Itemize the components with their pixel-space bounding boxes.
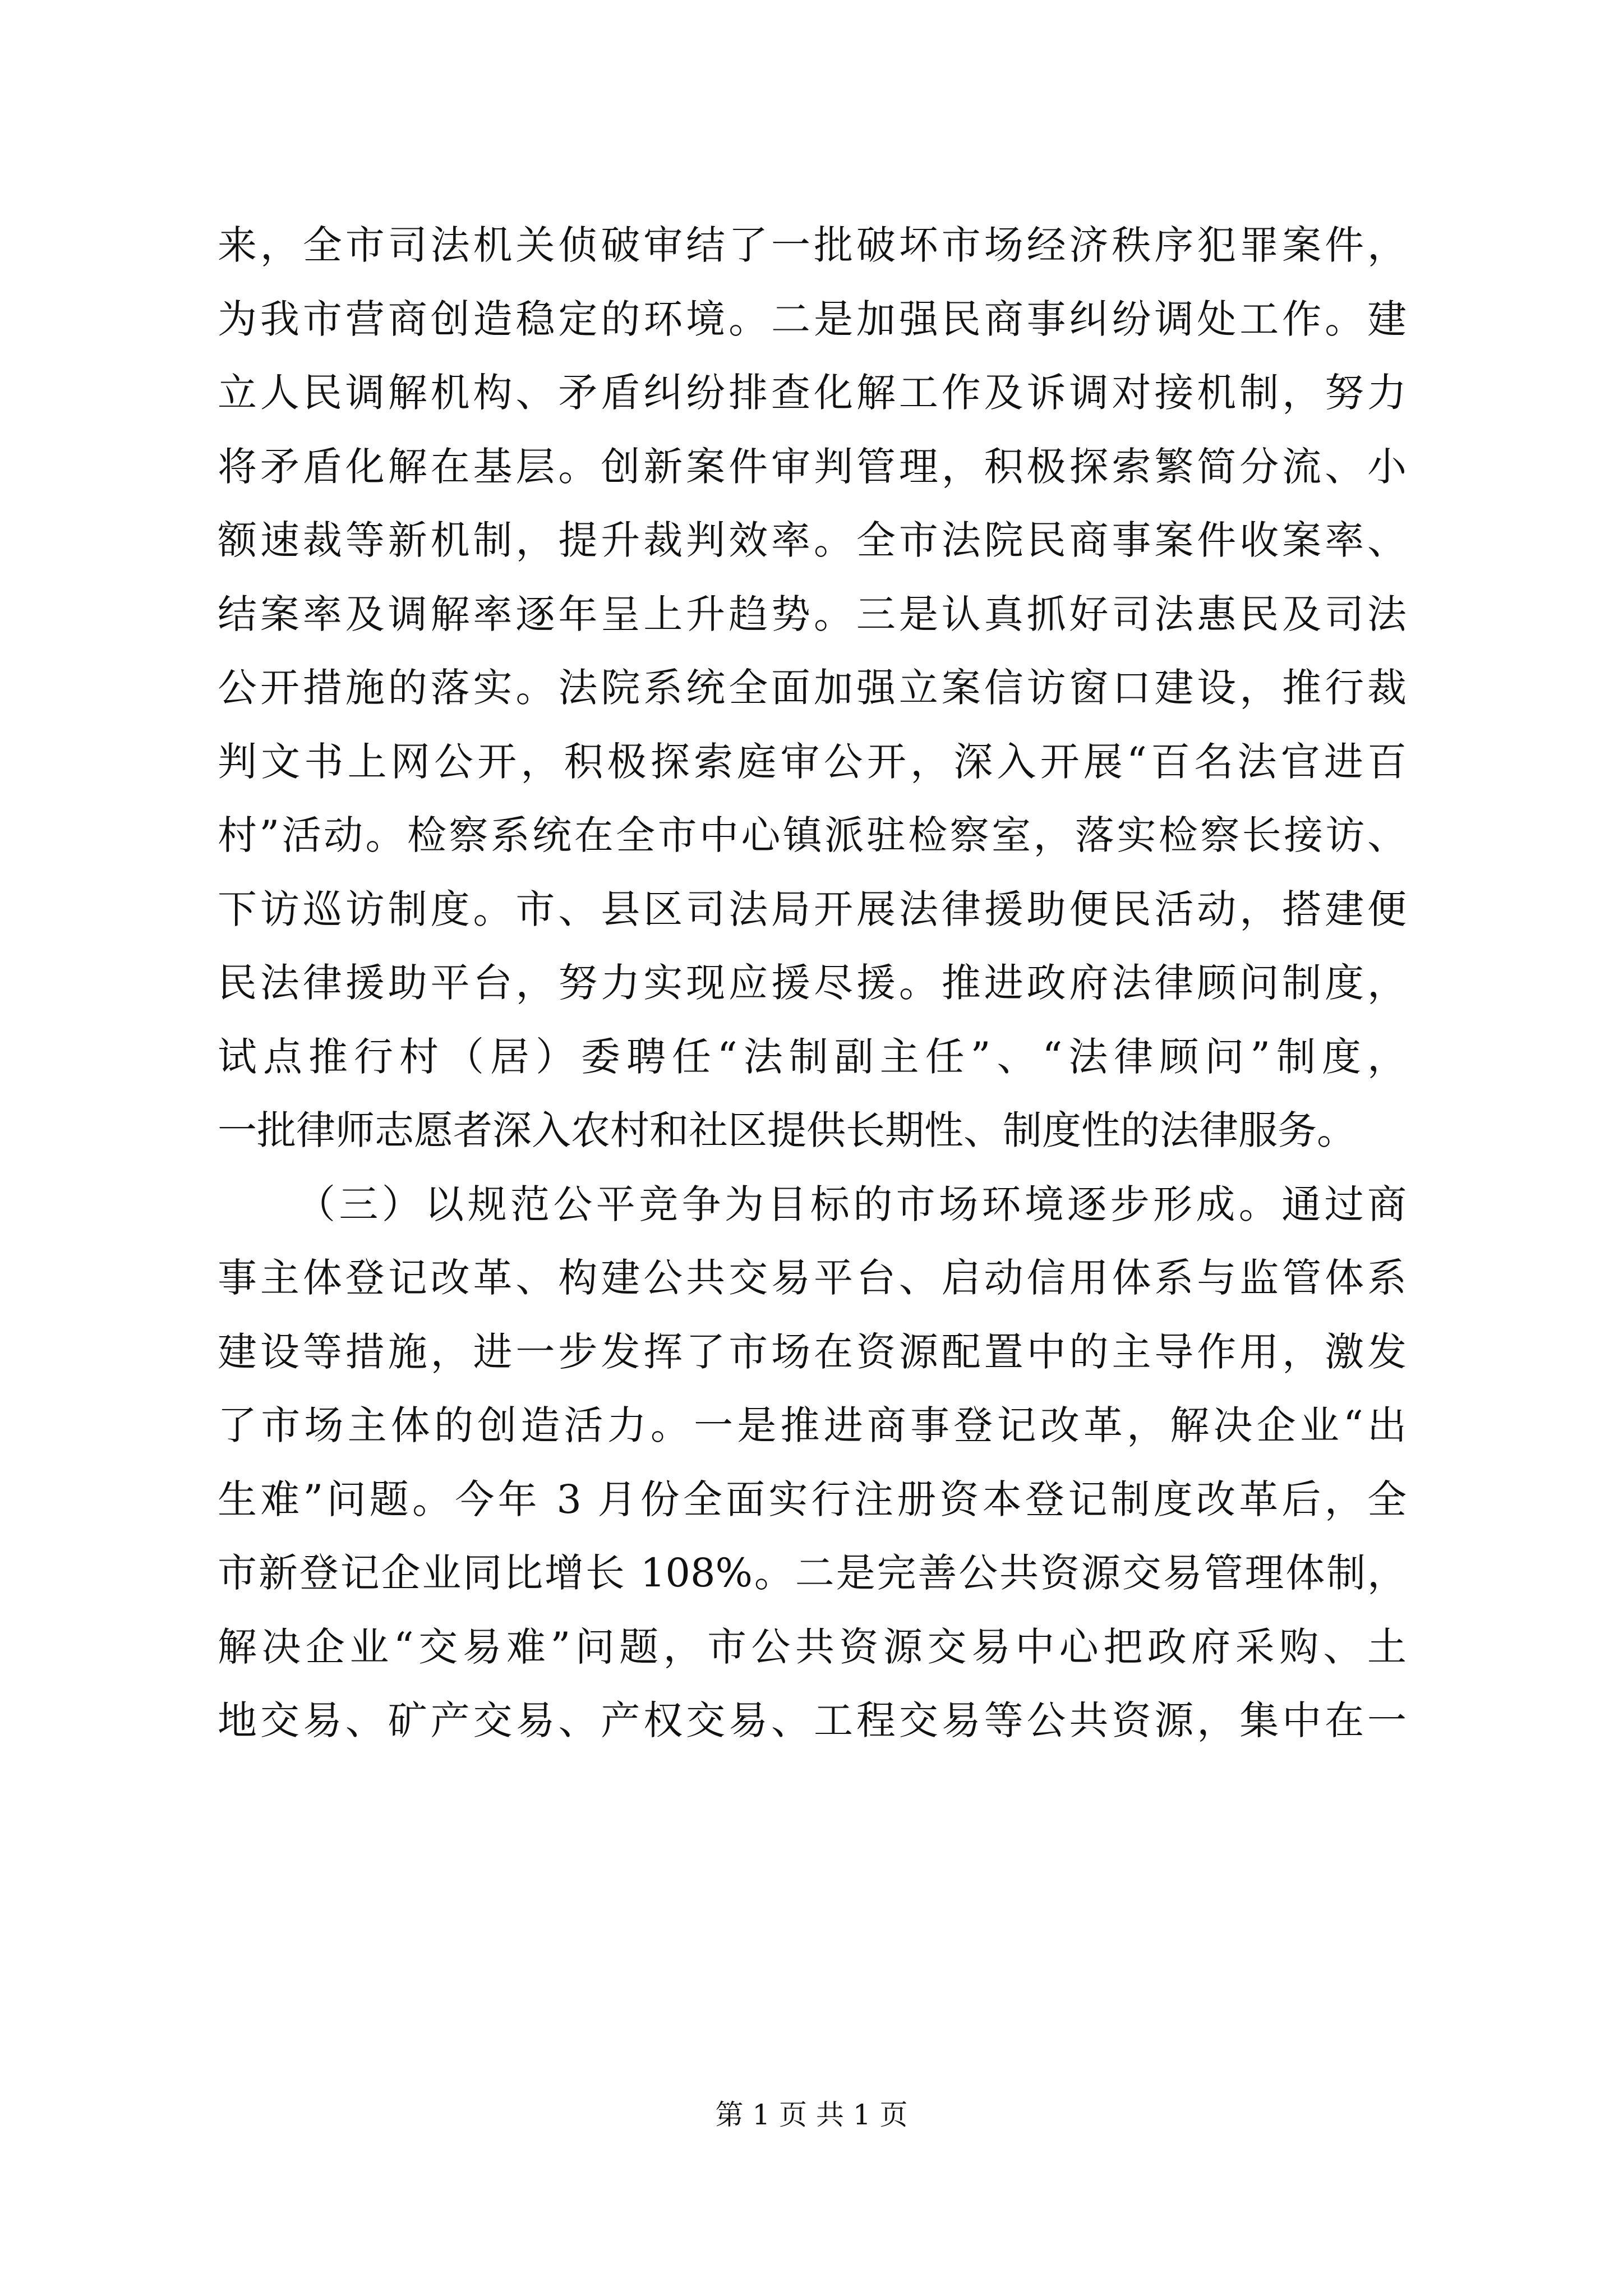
text-line: 将矛盾化解在基层。创新案件审判管理，积极探索繁简分流、小	[218, 443, 1407, 490]
text-line: 下访巡访制度。市、县区司法局开展法律援助便民活动，搭建便	[218, 886, 1407, 932]
text-line: 结案率及调解率逐年呈上升趋势。三是认真抓好司法惠民及司法	[218, 591, 1407, 637]
text-line: 民法律援助平台，努力实现应援尽援。推进政府法律顾问制度，	[218, 960, 1407, 1006]
page-footer	[0, 2098, 1623, 2132]
text-line: 为我市营商创造稳定的环境。二是加强民商事纠纷调处工作。建	[218, 296, 1407, 342]
text-line: 一批律师志愿者深入农村和社区提供长期性、制度性的法律服务。	[218, 1107, 1356, 1153]
text-line: 额速裁等新机制，提升裁判效率。全市法院民商事案件收案率、	[218, 517, 1407, 563]
text-line: 建设等措施，进一步发挥了市场在资源配置中的主导作用，激发	[218, 1328, 1407, 1375]
text-line: 了市场主体的创造活力。一是推进商事登记改革，解决企业“出	[218, 1402, 1407, 1448]
body-text	[218, 209, 1407, 1758]
text-line: 立人民调解机构、矛盾纠纷排查化解工作及诉调对接机制，努力	[218, 370, 1407, 416]
text-line: 来，全市司法机关侦破审结了一批破坏市场经济秩序犯罪案件，	[218, 222, 1407, 268]
text-line: 试点推行村（居）委聘任“法制副主任”、“法律顾问”制度，	[218, 1033, 1407, 1080]
text-line: 市新登记企业同比增长 108%。二是完善公共资源交易管理体制，	[218, 1550, 1407, 1596]
text-line: 判文书上网公开，积极探索庭审公开，深入开展“百名法官进百	[218, 738, 1407, 785]
text-line: 地交易、矿产交易、产权交易、工程交易等公共资源，集中在一	[218, 1697, 1407, 1743]
text-line: 村”活动。检察系统在全市中心镇派驻检察室，落实检察长接访、	[218, 812, 1407, 858]
text-line: 生难”问题。今年 3 月份全面实行注册资本登记制度改革后，全	[218, 1476, 1407, 1522]
section-heading-line: （三）以规范公平竞争为目标的市场环境逐步形成。通过商	[296, 1181, 1407, 1227]
text-line: 公开措施的落实。法院系统全面加强立案信访窗口建设，推行裁	[218, 665, 1407, 711]
text-line: 事主体登记改革、构建公共交易平台、启动信用体系与监管体系	[218, 1255, 1407, 1301]
text-line: 解决企业“交易难”问题，市公共资源交易中心把政府采购、土	[218, 1623, 1407, 1670]
page-number-label: 第 1 页 共 1 页	[715, 2099, 908, 2131]
